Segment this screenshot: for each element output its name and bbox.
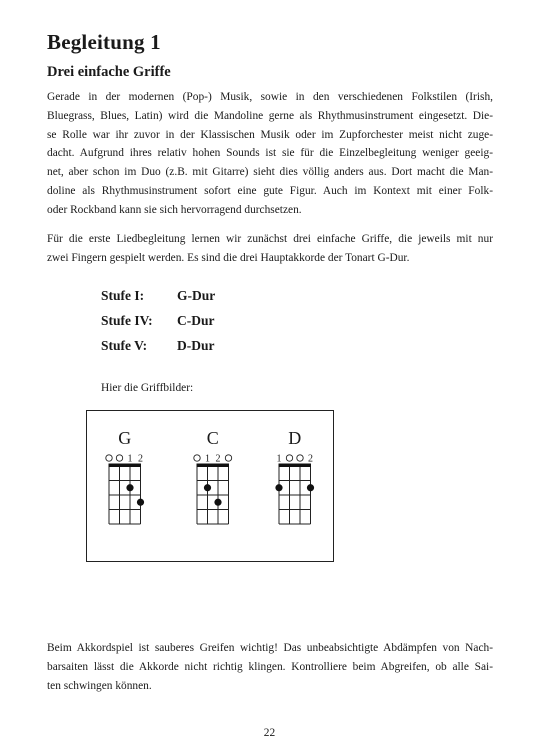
page-title: Begleitung 1 (47, 30, 161, 54)
open-string-icon (106, 455, 112, 461)
finger-number: 1 (276, 453, 282, 465)
closing-paragraph (47, 639, 493, 695)
text-line: ten schwingen können. (47, 679, 152, 692)
open-string-icon (225, 455, 231, 461)
open-string-icon (194, 455, 200, 461)
finger-dot (307, 484, 314, 491)
step-label: Stufe V: (101, 338, 148, 353)
text-line: oder Rockband kann sie sich hervorragend durchsetzen. (47, 203, 302, 216)
text-line: doline als Rhythmusinstrument sofort eine gute Figur. Auch im Kontext mit einer Folk- (47, 184, 493, 197)
finger-dot (137, 499, 144, 506)
finger-number: 1 (205, 453, 210, 465)
chord-name: D (288, 428, 302, 448)
text-line: dacht. Aufgrund ihres relativ hohen Sounds ist sie für die Einzelbegleitung weniger geeig- (47, 147, 493, 160)
fretboard-nut (197, 464, 230, 468)
lesson-paragraph (47, 230, 493, 268)
section-subtitle: Drei einfache Griffe (47, 64, 171, 80)
finger-dot (275, 484, 282, 491)
step-chord: C-Dur (177, 313, 215, 328)
finger-number: 2 (308, 453, 313, 465)
text-line: se Rolle war ihr zuvor in der Klassischen Musik oder im Zupforchester meist nicht zuge- (47, 128, 493, 141)
step-label: Stufe I: (101, 288, 145, 303)
page-number: 22 (263, 727, 276, 739)
finger-dot (214, 499, 221, 506)
step-chord: D-Dur (177, 338, 215, 353)
fretboard-nut (279, 464, 312, 468)
finger-number: 2 (138, 453, 143, 465)
step-label: Stufe IV: (101, 313, 153, 328)
open-string-icon (286, 455, 292, 461)
text-line: Bluegrass, Blues, Latin) wird die Mandoline gerne als Rhythmusinstrument eingesetzt. Die- (47, 109, 493, 122)
text-line: zwei Fingern gespielt werden. Es sind die drei Hauptakkorde der Tonart G-Dur. (47, 251, 410, 264)
finger-dot (204, 484, 211, 491)
open-string-icon (297, 455, 303, 461)
text-line: Für die erste Liedbegleitung lernen wir zunächst drei einfache Griffe, die jeweils mit nur (47, 233, 493, 245)
text-line: net, aber schon im Duo (z.B. mit Gitarre) sieht dies völlig anders aus. Dort macht die Man- (47, 166, 493, 179)
open-string-icon (116, 455, 122, 461)
text-line: Gerade in der modernen (Pop-) Musik, sowie in den verschiedenen Folkstilen (Irish, (47, 91, 493, 103)
step-chord: G-Dur (177, 288, 216, 303)
text-line: barsaiten lässt die Akkorde nicht richtig klingen. Kontrolliere beim Abgreifen, ob alle Sai- (47, 660, 493, 673)
fretboard-nut (109, 464, 142, 468)
chord-name: G (118, 428, 132, 448)
chord-name: C (206, 428, 219, 448)
finger-number: 2 (215, 453, 221, 465)
chord-diagrams-label: Hier die Griffbilder: (101, 382, 194, 394)
text-line: Beim Akkordspiel ist sauberes Greifen wichtig! Das unbeabsichtigte Abdämpfen von Nach- (47, 642, 493, 654)
chord-diagrams-svg (87, 411, 335, 563)
finger-dot (126, 484, 133, 491)
intro-paragraph (47, 88, 493, 220)
chord-diagrams-box (86, 410, 334, 562)
finger-number: 1 (127, 453, 133, 465)
